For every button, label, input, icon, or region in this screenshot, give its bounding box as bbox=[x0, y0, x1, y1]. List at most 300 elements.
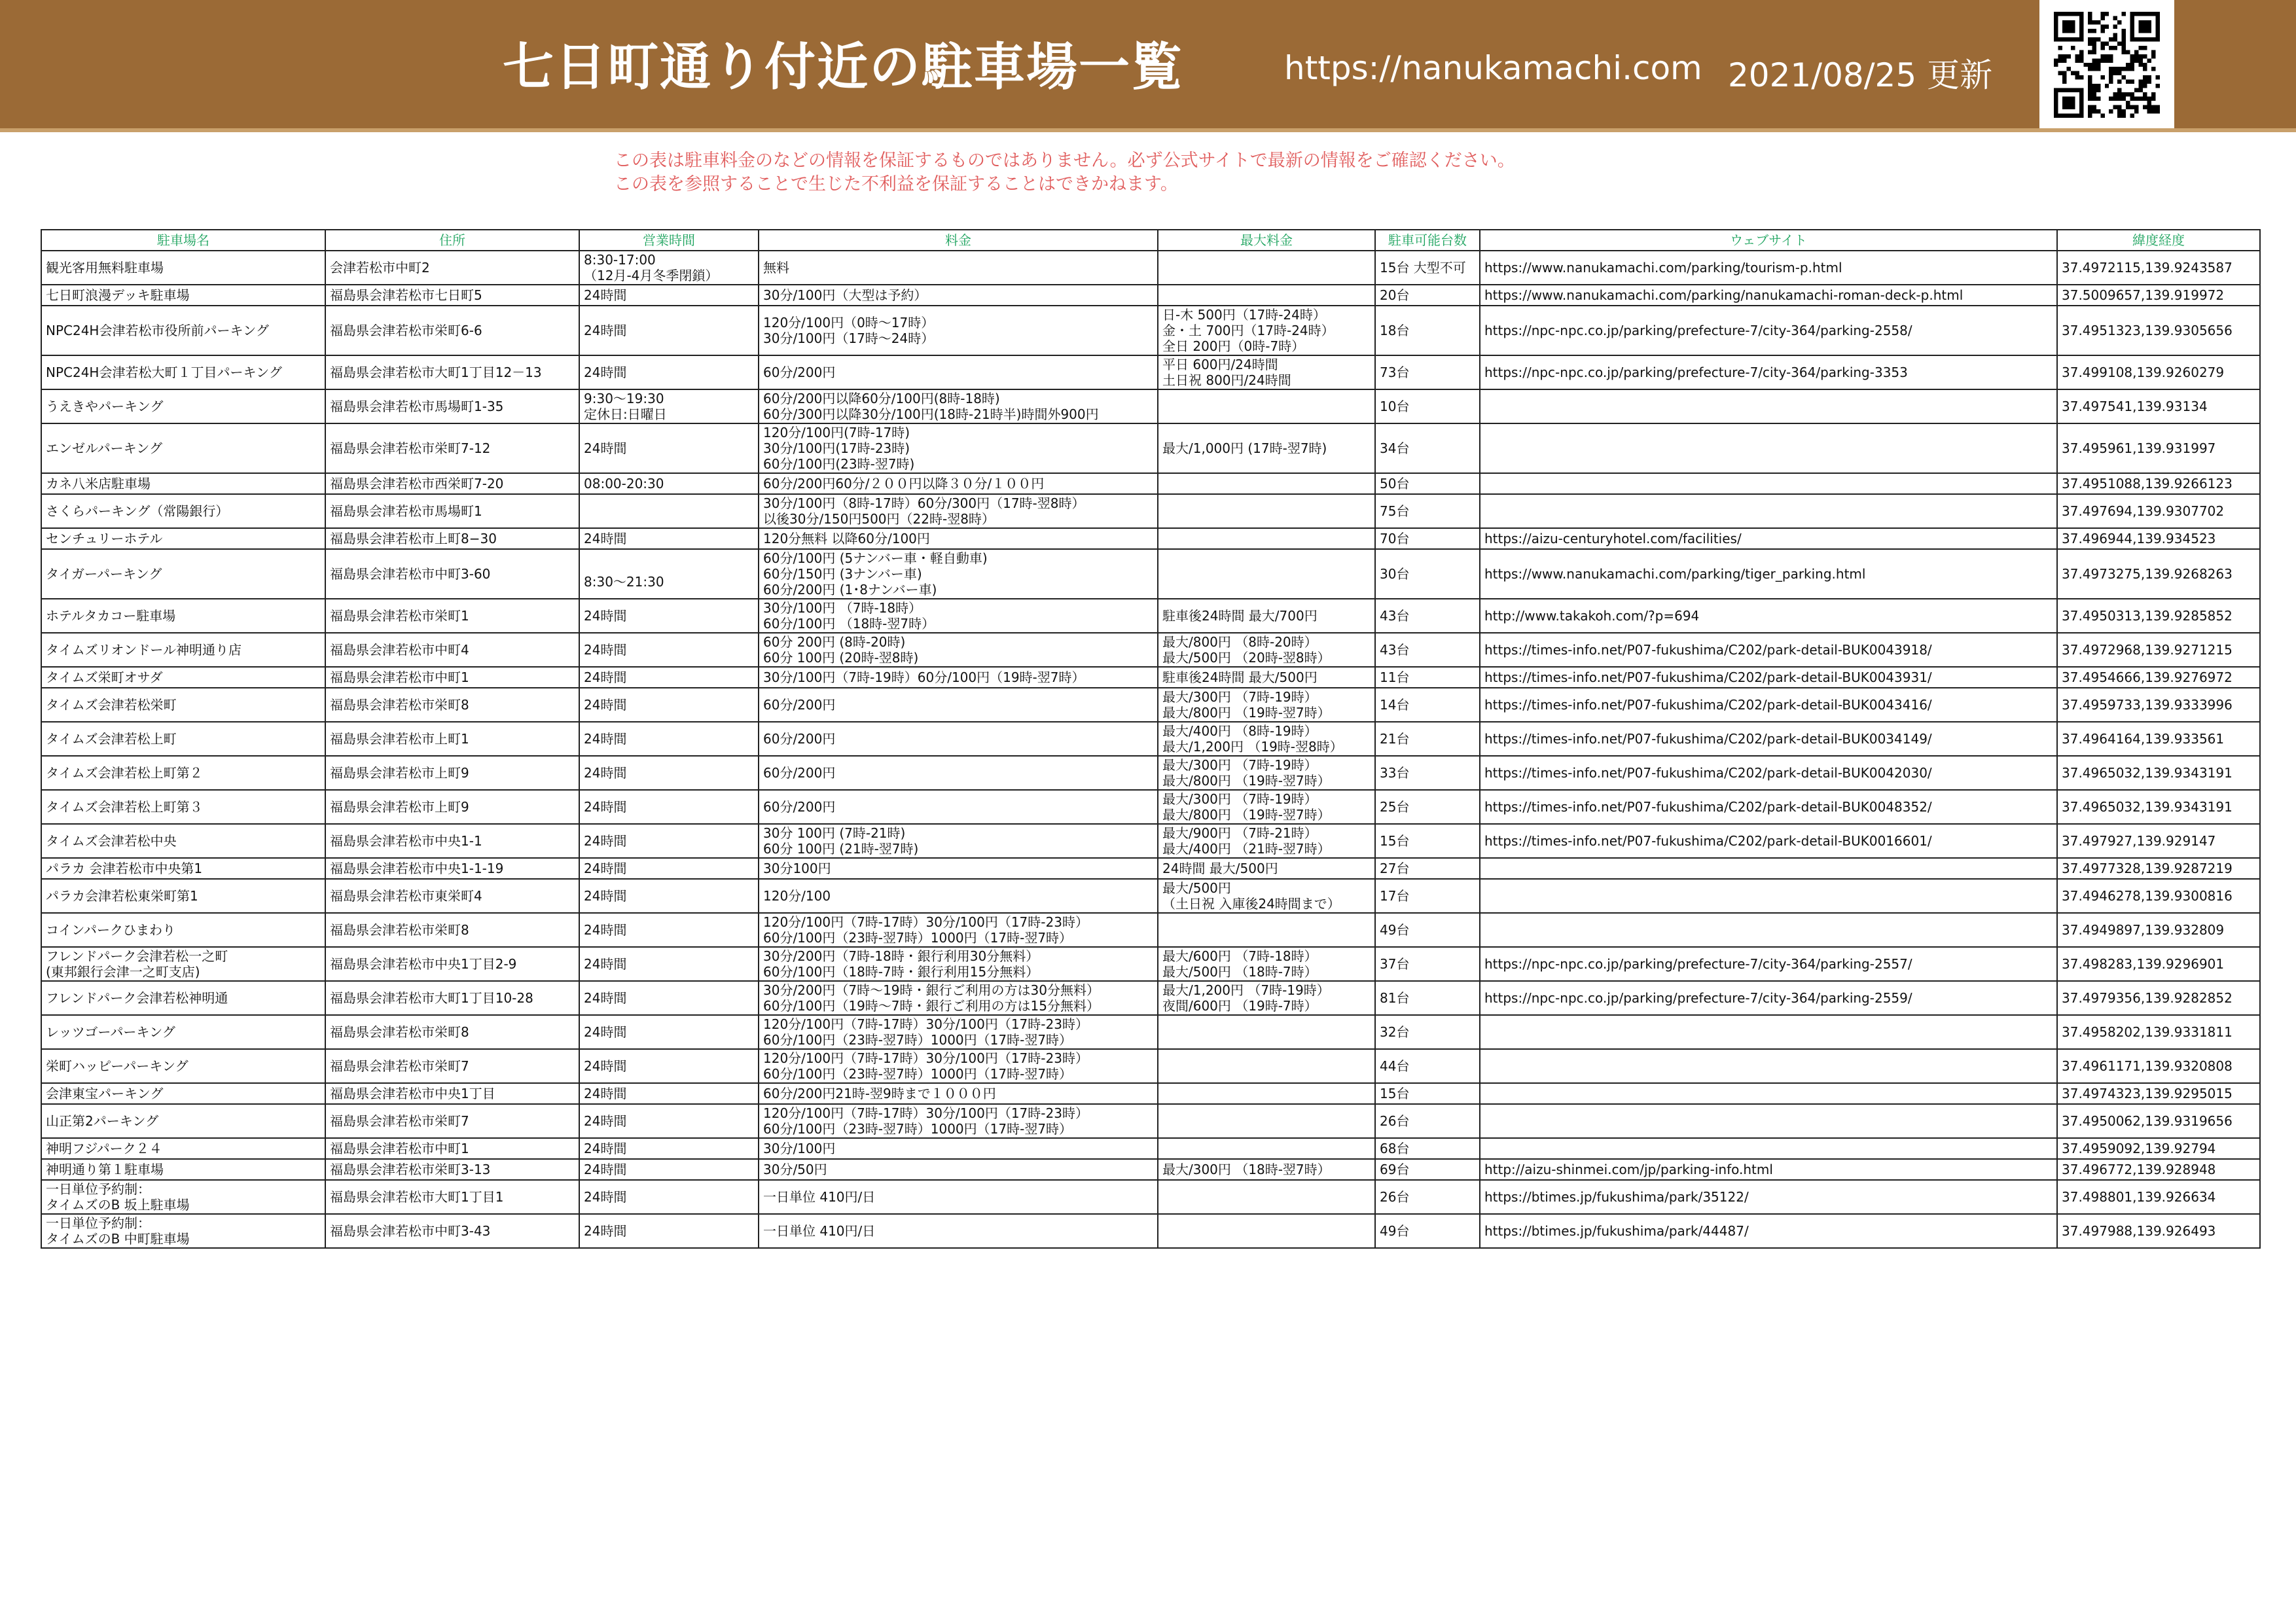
cell-value[interactable]: https://aizu-centuryhotel.com/facilities/ bbox=[1484, 531, 1742, 546]
qr-module bbox=[2151, 92, 2155, 96]
qr-module bbox=[2130, 16, 2134, 20]
cell-value: 26台 bbox=[1380, 1189, 1410, 1205]
cell-website[interactable] bbox=[1480, 790, 2057, 824]
cell-website[interactable] bbox=[1480, 599, 2057, 633]
qr-module bbox=[2109, 58, 2113, 62]
cell-fee bbox=[759, 1049, 1158, 1083]
table-row bbox=[41, 981, 2260, 1015]
cell-max-fee bbox=[1158, 633, 1375, 667]
cell-lat-lng bbox=[2057, 633, 2260, 667]
qr-module bbox=[2071, 105, 2075, 109]
cell-line: フレンドパーク会津若松神明通 bbox=[46, 990, 228, 1006]
cell-website[interactable] bbox=[1480, 722, 2057, 756]
cell-value: 福島県会津若松市栄町1 bbox=[330, 608, 469, 624]
cell-line: 60分 200円 (8時-20時) bbox=[763, 634, 906, 650]
cell-value[interactable]: https://www.nanukamachi.com/parking/tiger_parking.html bbox=[1484, 566, 1866, 582]
table-row bbox=[41, 423, 2260, 473]
qr-module bbox=[2092, 41, 2096, 45]
qr-module bbox=[2134, 97, 2138, 101]
qr-module bbox=[2117, 88, 2121, 92]
cell-line: 栄町ハッピーパーキング bbox=[46, 1058, 188, 1074]
cell-address bbox=[325, 285, 579, 306]
cell-value: 福島県会津若松市栄町7 bbox=[330, 1058, 469, 1074]
qr-module bbox=[2066, 105, 2070, 109]
cell-value: 37.497541,139.93134 bbox=[2062, 399, 2208, 414]
cell-parking-name bbox=[41, 1104, 325, 1138]
qr-module bbox=[2126, 101, 2130, 105]
cell-website bbox=[1480, 473, 2057, 494]
cell-parking-name bbox=[41, 858, 325, 879]
qr-module bbox=[2139, 63, 2143, 67]
cell-max-fee bbox=[1158, 599, 1375, 633]
cell-address bbox=[325, 1083, 579, 1104]
table-row bbox=[41, 913, 2260, 947]
qr-module bbox=[2079, 97, 2083, 101]
cell-address bbox=[325, 1180, 579, 1214]
cell-website bbox=[1480, 389, 2057, 423]
qr-module bbox=[2079, 29, 2083, 33]
qr-module bbox=[2088, 75, 2092, 79]
qr-module bbox=[2054, 97, 2058, 101]
cell-line: 24時間 bbox=[584, 608, 627, 624]
cell-fee bbox=[759, 251, 1158, 285]
cell-business-hours bbox=[579, 913, 759, 947]
qr-module bbox=[2109, 75, 2113, 79]
cell-value: 福島県会津若松市上町9 bbox=[330, 799, 469, 815]
qr-module bbox=[2105, 58, 2109, 62]
qr-module bbox=[2058, 114, 2062, 118]
qr-module bbox=[2134, 105, 2138, 109]
cell-value: 福島県会津若松市中央1丁目 bbox=[330, 1086, 495, 1101]
cell-value[interactable]: https://npc-npc.co.jp/parking/prefecture-7/city-364/parking-2558/ bbox=[1484, 323, 1912, 338]
cell-line: うえきやパーキング bbox=[46, 399, 164, 414]
qr-module bbox=[2079, 105, 2083, 109]
cell-capacity bbox=[1375, 1159, 1480, 1180]
cell-fee bbox=[759, 599, 1158, 633]
cell-fee bbox=[759, 1083, 1158, 1104]
qr-module bbox=[2092, 29, 2096, 33]
cell-website[interactable] bbox=[1480, 688, 2057, 722]
qr-module bbox=[2100, 29, 2104, 33]
cell-business-hours bbox=[579, 1049, 759, 1083]
cell-address bbox=[325, 790, 579, 824]
cell-line: 60分 100円 (20時-翌8時) bbox=[763, 650, 919, 666]
cell-website[interactable] bbox=[1480, 355, 2057, 389]
cell-website[interactable] bbox=[1480, 1214, 2057, 1248]
qr-module bbox=[2088, 97, 2092, 101]
cell-website[interactable] bbox=[1480, 1180, 2057, 1214]
table-row bbox=[41, 1180, 2260, 1214]
qr-module bbox=[2062, 58, 2066, 62]
qr-module bbox=[2079, 58, 2083, 62]
cell-line: 60分/200円 bbox=[763, 365, 836, 380]
qr-module bbox=[2130, 92, 2134, 96]
qr-module bbox=[2088, 16, 2092, 20]
qr-module bbox=[2143, 54, 2147, 58]
qr-module bbox=[2062, 75, 2066, 79]
cell-value: 37台 bbox=[1380, 956, 1410, 972]
qr-module bbox=[2092, 67, 2096, 71]
cell-value[interactable]: https://btimes.jp/fukushima/park/35122/ bbox=[1484, 1189, 1749, 1205]
qr-module bbox=[2151, 12, 2155, 16]
qr-module bbox=[2122, 92, 2126, 96]
table-row bbox=[41, 1214, 2260, 1248]
qr-module bbox=[2079, 20, 2083, 24]
qr-module bbox=[2143, 24, 2147, 28]
cell-website[interactable] bbox=[1480, 285, 2057, 306]
qr-module bbox=[2054, 101, 2058, 105]
qr-module bbox=[2134, 50, 2138, 54]
qr-module bbox=[2156, 84, 2160, 88]
qr-module bbox=[2122, 109, 2126, 113]
cell-line: コインパークひまわり bbox=[46, 922, 175, 938]
qr-module bbox=[2054, 109, 2058, 113]
cell-value[interactable]: https://times-info.net/P07-fukushima/C202/park-detail-BUK0042030/ bbox=[1484, 765, 1932, 781]
cell-line: 30分/100円 （7時-18時） bbox=[763, 600, 922, 616]
qr-module bbox=[2092, 109, 2096, 113]
table-header-row bbox=[41, 230, 2260, 251]
cell-line: カネ八米店駐車場 bbox=[46, 476, 151, 491]
cell-lat-lng bbox=[2057, 1138, 2260, 1159]
cell-line: タイガーパーキング bbox=[46, 566, 162, 582]
cell-line: 30分/200円（7時〜19時・銀行ご利用の方は30分無料） bbox=[763, 982, 1100, 998]
qr-module bbox=[2134, 54, 2138, 58]
cell-max-fee bbox=[1158, 389, 1375, 423]
cell-line: 24時間 bbox=[584, 799, 627, 815]
cell-line: 平日 600円/24時間 bbox=[1162, 357, 1278, 372]
cell-line: 最大/500円 （20時-翌8時） bbox=[1162, 650, 1331, 666]
qr-module bbox=[2139, 97, 2143, 101]
cell-capacity bbox=[1375, 947, 1480, 981]
cell-value[interactable]: https://times-info.net/P07-fukushima/C202/park-detail-BUK0043931/ bbox=[1484, 669, 1932, 685]
cell-value: 37.4979356,139.9282852 bbox=[2062, 990, 2233, 1006]
cell-capacity bbox=[1375, 1083, 1480, 1104]
cell-line: 24時間 bbox=[584, 888, 627, 904]
cell-value: 49台 bbox=[1380, 922, 1410, 938]
cell-value: 30台 bbox=[1380, 566, 1410, 582]
cell-value[interactable]: https://times-info.net/P07-fukushima/C202/park-detail-BUK0043918/ bbox=[1484, 642, 1932, 658]
qr-module bbox=[2071, 101, 2075, 105]
cell-website[interactable] bbox=[1480, 306, 2057, 355]
cell-parking-name bbox=[41, 981, 325, 1015]
cell-value[interactable]: https://www.nanukamachi.com/parking/nanukamachi-roman-deck-p.html bbox=[1484, 287, 1964, 303]
qr-module bbox=[2130, 58, 2134, 62]
cell-line: 駐車後24時間 最大/500円 bbox=[1162, 669, 1318, 685]
cell-parking-name bbox=[41, 722, 325, 756]
cell-value: 福島県会津若松市栄町8 bbox=[330, 922, 469, 938]
cell-capacity bbox=[1375, 355, 1480, 389]
cell-value: 37.497694,139.9307702 bbox=[2062, 503, 2225, 519]
qr-module bbox=[2079, 92, 2083, 96]
cell-value: 15台 bbox=[1380, 833, 1410, 849]
qr-module bbox=[2096, 84, 2100, 88]
table-row bbox=[41, 667, 2260, 688]
site-url-link[interactable]: https://nanukamachi.com bbox=[1284, 49, 1702, 87]
cell-parking-name bbox=[41, 1083, 325, 1104]
cell-parking-name bbox=[41, 1180, 325, 1214]
cell-website[interactable] bbox=[1480, 1159, 2057, 1180]
cell-address bbox=[325, 1049, 579, 1083]
cell-parking-name bbox=[41, 251, 325, 285]
qr-module bbox=[2092, 97, 2096, 101]
qr-module bbox=[2092, 58, 2096, 62]
table-row bbox=[41, 549, 2260, 599]
cell-line: （12月-4月冬季閉鎖） bbox=[584, 268, 719, 283]
qr-module bbox=[2079, 16, 2083, 20]
qr-module bbox=[2126, 63, 2130, 67]
table-row bbox=[41, 1104, 2260, 1138]
cell-line: 60分/100円（19時〜7時・銀行ご利用の方は15分無料） bbox=[763, 998, 1100, 1014]
cell-capacity bbox=[1375, 722, 1480, 756]
cell-capacity bbox=[1375, 473, 1480, 494]
cell-line: 24時間 bbox=[584, 861, 627, 876]
qr-module bbox=[2109, 97, 2113, 101]
cell-business-hours bbox=[579, 306, 759, 355]
cell-max-fee bbox=[1158, 1049, 1375, 1083]
cell-fee bbox=[759, 528, 1158, 549]
cell-value: 44台 bbox=[1380, 1058, 1410, 1074]
cell-capacity bbox=[1375, 667, 1480, 688]
qr-module bbox=[2058, 12, 2062, 16]
cell-fee bbox=[759, 981, 1158, 1015]
cell-value[interactable]: https://times-info.net/P07-fukushima/C202/park-detail-BUK0048352/ bbox=[1484, 799, 1932, 815]
qr-module bbox=[2066, 20, 2070, 24]
cell-value: 福島県会津若松市栄町3-13 bbox=[330, 1162, 491, 1177]
cell-website[interactable] bbox=[1480, 528, 2057, 549]
qr-module bbox=[2147, 109, 2151, 113]
qr-module bbox=[2088, 12, 2092, 16]
cell-business-hours bbox=[579, 981, 759, 1015]
qr-module bbox=[2062, 114, 2066, 118]
cell-value: 17台 bbox=[1380, 888, 1410, 904]
cell-line: タイムズのB 坂上駐車場 bbox=[46, 1197, 190, 1213]
qr-module bbox=[2109, 109, 2113, 113]
qr-module bbox=[2075, 75, 2079, 79]
cell-value: 福島県会津若松市大町1丁目12－13 bbox=[330, 365, 542, 380]
qr-module bbox=[2122, 114, 2126, 118]
qr-module bbox=[2079, 75, 2083, 79]
cell-parking-name bbox=[41, 494, 325, 528]
cell-value[interactable]: https://btimes.jp/fukushima/park/44487/ bbox=[1484, 1223, 1749, 1239]
cell-value[interactable]: http://www.takakoh.com/?p=694 bbox=[1484, 608, 1700, 624]
qr-module bbox=[2071, 24, 2075, 28]
qr-module bbox=[2151, 37, 2155, 41]
qr-module bbox=[2096, 37, 2100, 41]
cell-capacity bbox=[1375, 285, 1480, 306]
qr-module bbox=[2156, 24, 2160, 28]
cell-max-fee bbox=[1158, 756, 1375, 790]
cell-line: 24時間 bbox=[584, 765, 627, 781]
disclaimer-line-2: この表を参照することで生じた不利益を保証することはできかねます。 bbox=[614, 174, 1178, 194]
cell-value: 81台 bbox=[1380, 990, 1410, 1006]
cell-line: 24時間 bbox=[584, 1024, 627, 1040]
cell-parking-name bbox=[41, 947, 325, 981]
cell-parking-name bbox=[41, 599, 325, 633]
cell-parking-name bbox=[41, 879, 325, 913]
qr-module bbox=[2079, 114, 2083, 118]
cell-capacity bbox=[1375, 423, 1480, 473]
qr-module bbox=[2109, 54, 2113, 58]
cell-fee bbox=[759, 1104, 1158, 1138]
cell-line: 9:30〜19:30 bbox=[584, 391, 664, 406]
qr-module bbox=[2054, 92, 2058, 96]
table-row bbox=[41, 528, 2260, 549]
qr-module bbox=[2109, 37, 2113, 41]
qr-module bbox=[2139, 24, 2143, 28]
qr-module bbox=[2147, 37, 2151, 41]
cell-value: 37.4977328,139.9287219 bbox=[2062, 861, 2233, 876]
cell-line: タイムズリオンドール神明通り店 bbox=[46, 642, 242, 658]
cell-line: 24時間 bbox=[584, 731, 627, 747]
qr-module bbox=[2100, 75, 2104, 79]
cell-value: 43台 bbox=[1380, 642, 1410, 658]
cell-capacity bbox=[1375, 599, 1480, 633]
qr-module bbox=[2122, 29, 2126, 33]
qr-module bbox=[2143, 12, 2147, 16]
cell-line: パラカ会津若松東栄町第1 bbox=[46, 888, 198, 904]
qr-module bbox=[2088, 84, 2092, 88]
cell-address bbox=[325, 528, 579, 549]
qr-module bbox=[2066, 37, 2070, 41]
qr-module bbox=[2151, 67, 2155, 71]
cell-website[interactable] bbox=[1480, 667, 2057, 688]
cell-max-fee bbox=[1158, 355, 1375, 389]
cell-business-hours bbox=[579, 355, 759, 389]
qr-module bbox=[2122, 67, 2126, 71]
cell-value: 75台 bbox=[1380, 503, 1410, 519]
cell-value: 福島県会津若松市中町1 bbox=[330, 669, 469, 685]
cell-max-fee bbox=[1158, 1083, 1375, 1104]
cell-website[interactable] bbox=[1480, 981, 2057, 1015]
cell-website[interactable] bbox=[1480, 633, 2057, 667]
cell-line: 24時間 bbox=[584, 1162, 627, 1177]
cell-value: 33台 bbox=[1380, 765, 1410, 781]
cell-line: 最大/300円 （7時-19時） bbox=[1162, 791, 1318, 807]
cell-value: 37.4974323,139.9295015 bbox=[2062, 1086, 2233, 1101]
qr-module bbox=[2156, 109, 2160, 113]
cell-value: 37.4951323,139.9305656 bbox=[2062, 323, 2233, 338]
cell-lat-lng bbox=[2057, 913, 2260, 947]
qr-module bbox=[2088, 50, 2092, 54]
cell-value[interactable]: https://times-info.net/P07-fukushima/C202/park-detail-BUK0034149/ bbox=[1484, 731, 1932, 747]
qr-module bbox=[2117, 114, 2121, 118]
cell-line: 全日 200円（0時-7時） bbox=[1162, 338, 1305, 354]
qr-module bbox=[2092, 63, 2096, 67]
qr-module bbox=[2130, 12, 2134, 16]
cell-line: 最大/400円 （8時-19時） bbox=[1162, 723, 1318, 739]
cell-website[interactable] bbox=[1480, 947, 2057, 981]
qr-module bbox=[2092, 105, 2096, 109]
cell-line: 最大/600円 （7時-18時） bbox=[1162, 948, 1318, 964]
cell-line: 山正第2パーキング bbox=[46, 1113, 159, 1129]
qr-module bbox=[2113, 24, 2117, 28]
cell-fee bbox=[759, 722, 1158, 756]
table-row bbox=[41, 1138, 2260, 1159]
cell-line: 神明通り第１駐車場 bbox=[46, 1162, 164, 1177]
cell-value: 37.498283,139.9296901 bbox=[2062, 956, 2225, 972]
cell-business-hours bbox=[579, 494, 759, 528]
qr-module bbox=[2139, 46, 2143, 50]
qr-module bbox=[2071, 46, 2075, 50]
cell-value[interactable]: https://www.nanukamachi.com/parking/tourism-p.html bbox=[1484, 260, 1842, 276]
qr-module bbox=[2079, 101, 2083, 105]
qr-module bbox=[2079, 54, 2083, 58]
qr-module bbox=[2122, 97, 2126, 101]
cell-value[interactable]: https://npc-npc.co.jp/parking/prefecture-7/city-364/parking-2559/ bbox=[1484, 990, 1912, 1006]
qr-module bbox=[2117, 92, 2121, 96]
qr-module bbox=[2071, 29, 2075, 33]
cell-address bbox=[325, 549, 579, 599]
cell-line: 最大/800円 （8時-20時） bbox=[1162, 634, 1318, 650]
qr-module bbox=[2088, 109, 2092, 113]
cell-value: 福島県会津若松市中央1-1 bbox=[330, 833, 482, 849]
cell-line: 60分/100円(23時-翌7時) bbox=[763, 456, 915, 472]
cell-max-fee bbox=[1158, 1138, 1375, 1159]
qr-module bbox=[2079, 109, 2083, 113]
cell-lat-lng bbox=[2057, 1214, 2260, 1248]
cell-line: 日-木 500円（17時-24時） bbox=[1162, 307, 1326, 323]
cell-website[interactable] bbox=[1480, 756, 2057, 790]
cell-website[interactable] bbox=[1480, 824, 2057, 858]
cell-line: 24時間 bbox=[584, 1086, 627, 1101]
cell-line: 60分/100円（23時-翌7時）1000円（17時-翌7時） bbox=[763, 930, 1073, 946]
cell-line: 夜間/600円 （19時-7時） bbox=[1162, 998, 1318, 1014]
cell-fee bbox=[759, 1159, 1158, 1180]
qr-module bbox=[2139, 20, 2143, 24]
table-row bbox=[41, 633, 2260, 667]
qr-module bbox=[2092, 92, 2096, 96]
cell-value[interactable]: https://times-info.net/P07-fukushima/C202/park-detail-BUK0016601/ bbox=[1484, 833, 1932, 849]
cell-value[interactable]: https://npc-npc.co.jp/parking/prefecture-7/city-364/parking-2557/ bbox=[1484, 956, 1912, 972]
cell-value: 福島県会津若松市上町1 bbox=[330, 731, 469, 747]
cell-value: 福島県会津若松市中町1 bbox=[330, 1141, 469, 1156]
cell-value[interactable]: https://npc-npc.co.jp/parking/prefecture-7/city-364/parking-3353 bbox=[1484, 365, 1908, 380]
qr-module bbox=[2096, 63, 2100, 67]
cell-business-hours bbox=[579, 1138, 759, 1159]
qr-module bbox=[2113, 33, 2117, 37]
cell-website[interactable] bbox=[1480, 251, 2057, 285]
cell-value: 21台 bbox=[1380, 731, 1410, 747]
cell-value: 37.497927,139.929147 bbox=[2062, 833, 2216, 849]
qr-module bbox=[2147, 12, 2151, 16]
qr-module bbox=[2066, 101, 2070, 105]
cell-line: 120分/100円（0時〜17時） bbox=[763, 315, 935, 330]
cell-max-fee bbox=[1158, 528, 1375, 549]
table-body bbox=[41, 251, 2260, 1248]
cell-value[interactable]: http://aizu-shinmei.com/jp/parking-info.html bbox=[1484, 1162, 1773, 1177]
qr-module bbox=[2062, 71, 2066, 75]
qr-module bbox=[2088, 20, 2092, 24]
qr-module bbox=[2139, 80, 2143, 84]
qr-module bbox=[2071, 71, 2075, 75]
cell-value: 37.499108,139.9260279 bbox=[2062, 365, 2225, 380]
cell-fee bbox=[759, 389, 1158, 423]
cell-max-fee bbox=[1158, 285, 1375, 306]
cell-value: 11台 bbox=[1380, 669, 1410, 685]
cell-website bbox=[1480, 913, 2057, 947]
qr-module bbox=[2156, 75, 2160, 79]
cell-value[interactable]: https://times-info.net/P07-fukushima/C202/park-detail-BUK0043416/ bbox=[1484, 697, 1932, 713]
qr-module bbox=[2079, 12, 2083, 16]
cell-business-hours bbox=[579, 389, 759, 423]
cell-line: 60分/200円21時-翌9時まで１０００円 bbox=[763, 1086, 996, 1101]
cell-value: 37.4946278,139.9300816 bbox=[2062, 888, 2233, 904]
qr-module bbox=[2122, 37, 2126, 41]
qr-module bbox=[2054, 88, 2058, 92]
qr-module bbox=[2100, 12, 2104, 16]
cell-value: 37.497988,139.926493 bbox=[2062, 1223, 2216, 1239]
cell-website[interactable] bbox=[1480, 549, 2057, 599]
